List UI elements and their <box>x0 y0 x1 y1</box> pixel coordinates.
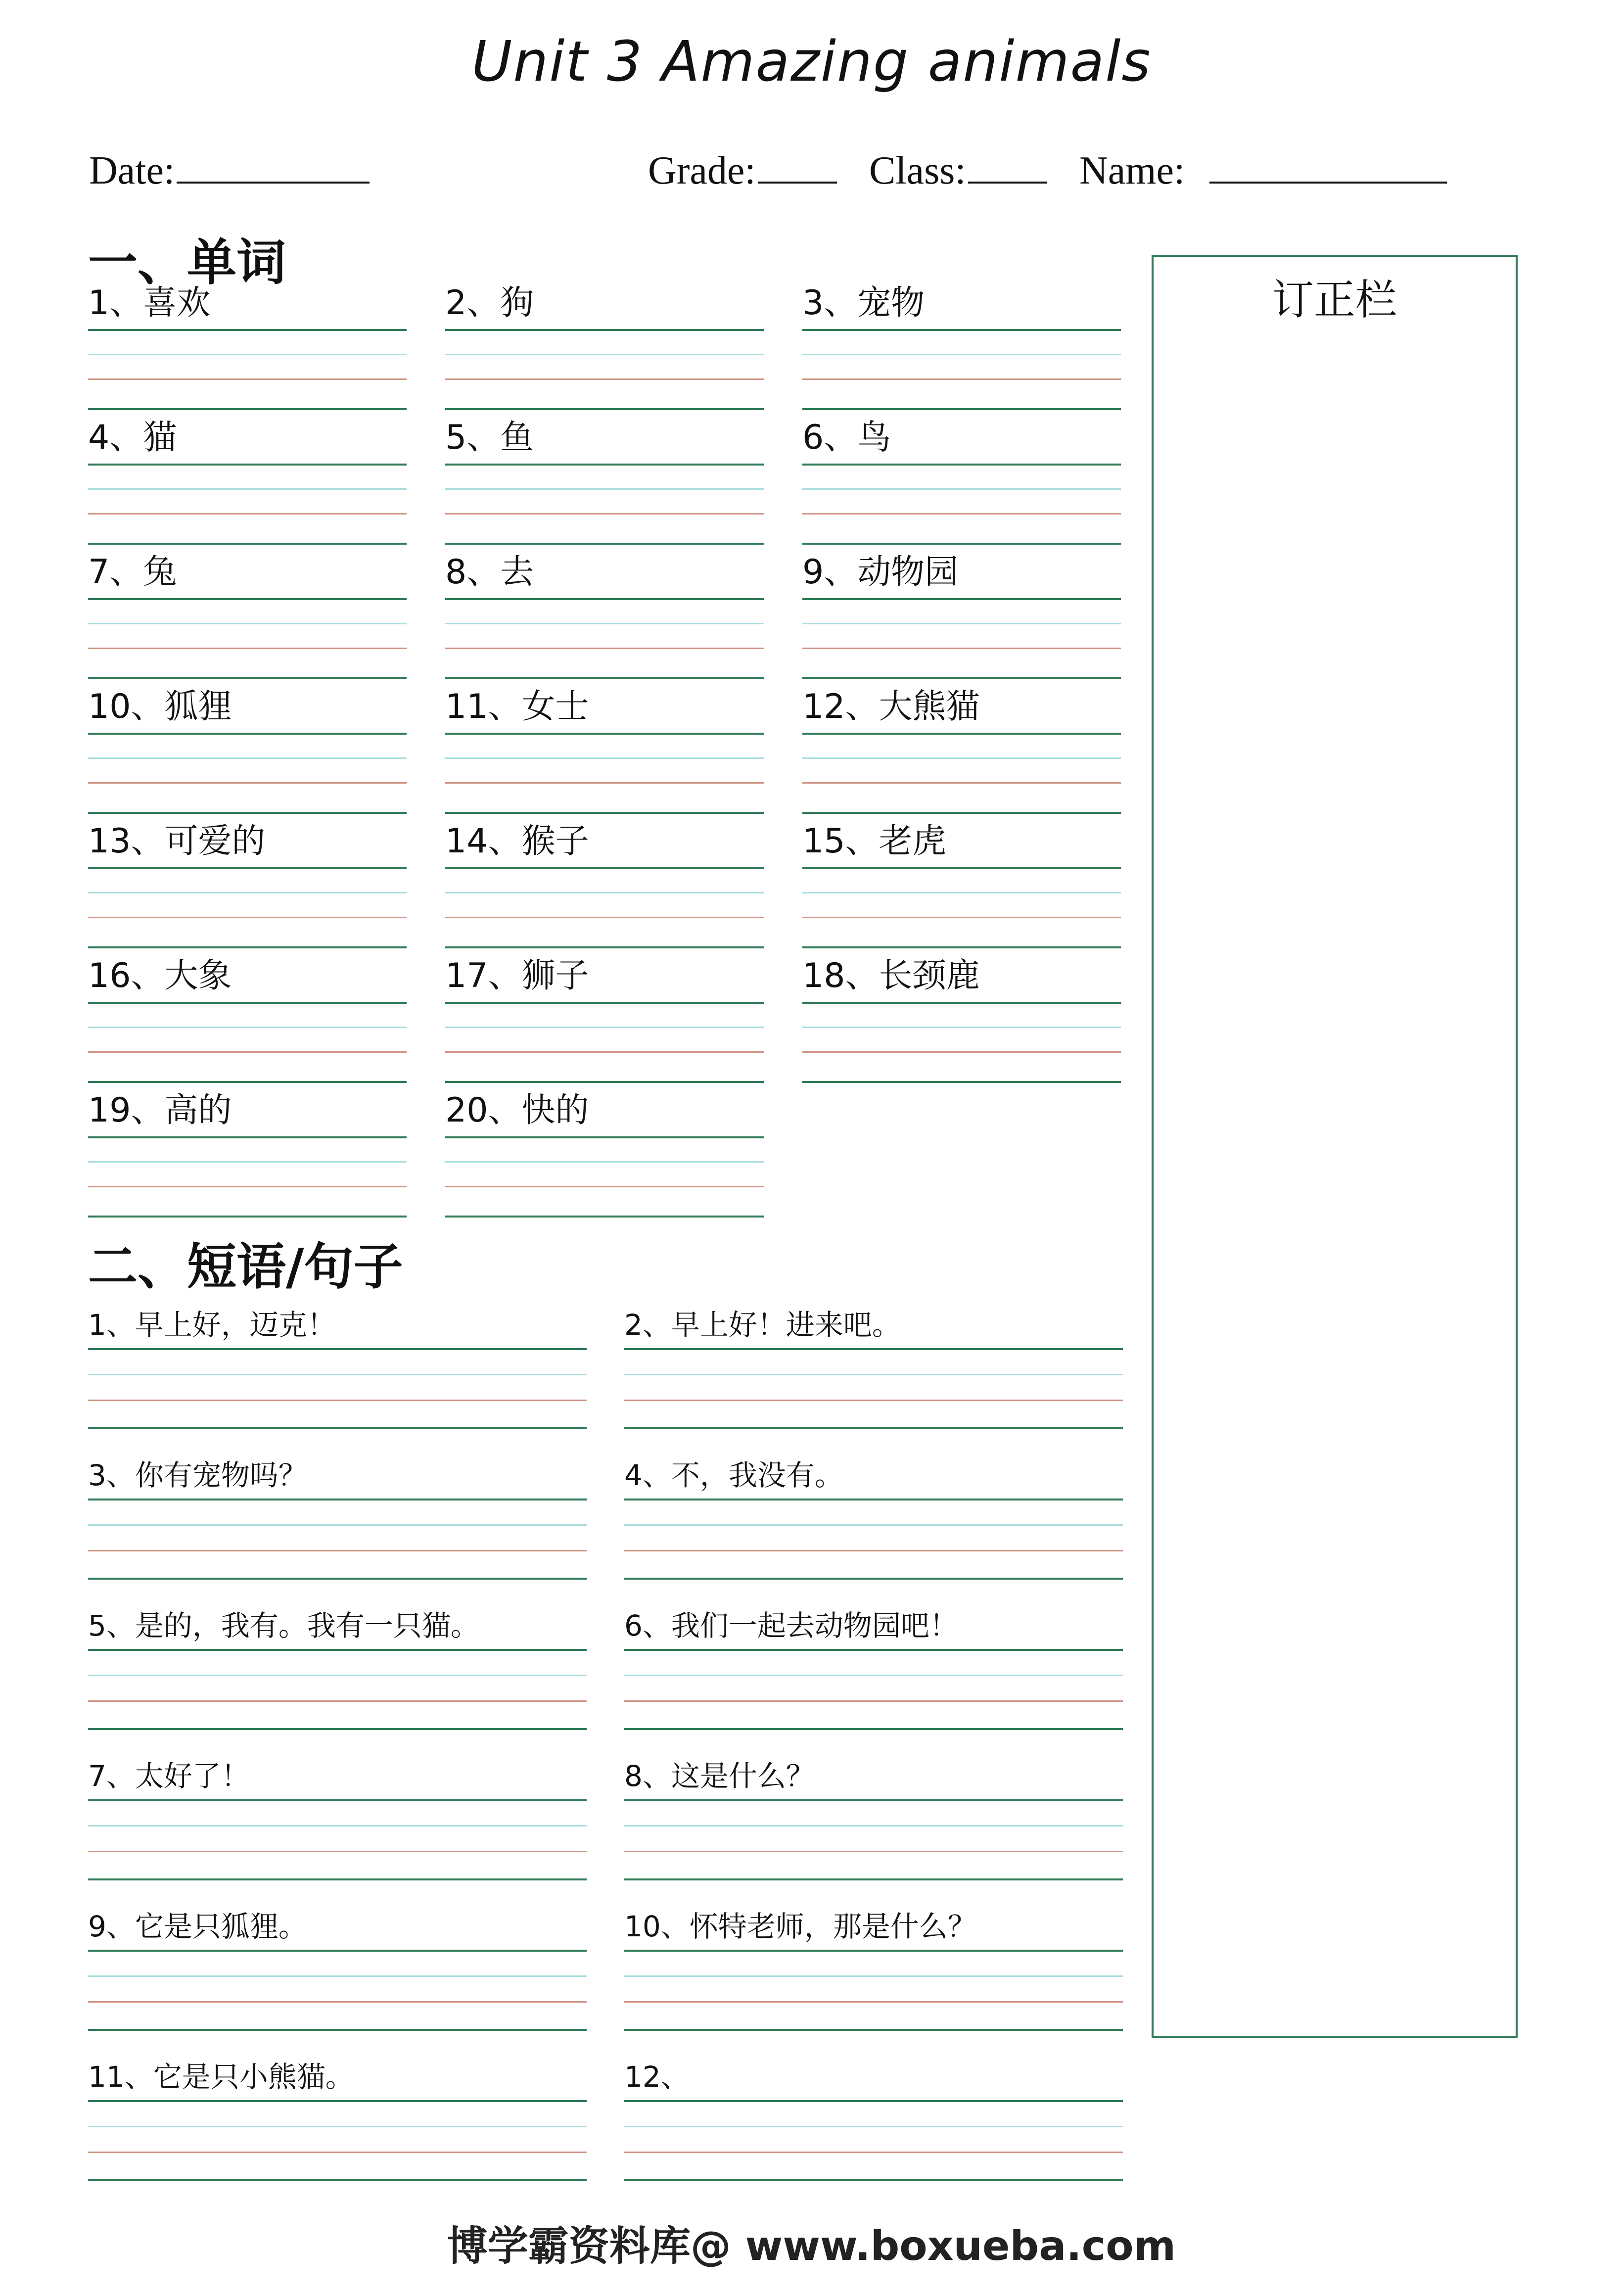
writing-mid-line-1[interactable] <box>88 488 407 490</box>
item-label: 20、快的 <box>445 1091 589 1130</box>
writing-top-line[interactable] <box>88 598 407 600</box>
item-label: 16、大象 <box>88 956 232 995</box>
item-label: 3、你有宠物吗？ <box>88 1458 307 1492</box>
writing-mid-line-2[interactable] <box>624 2001 1123 2003</box>
writing-item <box>445 1091 764 1245</box>
writing-base-line[interactable] <box>88 1578 587 1580</box>
writing-mid-line-2[interactable] <box>88 1851 587 1852</box>
writing-mid-line-1[interactable] <box>445 757 764 759</box>
writing-base-line[interactable] <box>624 2029 1123 2031</box>
item-label: 5、鱼 <box>445 418 534 457</box>
writing-mid-line-2[interactable] <box>445 782 764 784</box>
item-label: 11、女士 <box>445 687 589 726</box>
writing-top-line[interactable] <box>88 329 407 331</box>
item-label: 17、狮子 <box>445 956 589 995</box>
writing-top-line[interactable] <box>624 1799 1123 1801</box>
writing-mid-line-2[interactable] <box>445 378 764 380</box>
date-field <box>89 148 370 193</box>
writing-mid-line-1[interactable] <box>445 1161 764 1163</box>
writing-mid-line-2[interactable] <box>802 917 1121 918</box>
writing-mid-line-2[interactable] <box>88 917 407 918</box>
grade-label: Grade: <box>648 149 756 192</box>
writing-top-line[interactable] <box>445 867 764 869</box>
worksheet-title: Unit 3 Amazing animals <box>471 30 1152 94</box>
writing-mid-line-1[interactable] <box>88 2126 587 2127</box>
writing-item <box>88 2061 587 2209</box>
writing-mid-line-1[interactable] <box>445 623 764 624</box>
item-label: 8、这是什么？ <box>624 1759 815 1793</box>
writing-mid-line-1[interactable] <box>88 1675 587 1676</box>
item-label: 6、我们一起去动物园吧！ <box>624 1609 958 1642</box>
writing-item <box>88 1309 587 1457</box>
writing-top-line[interactable] <box>624 1348 1123 1350</box>
writing-mid-line-2[interactable] <box>445 917 764 918</box>
writing-base-line[interactable] <box>445 677 764 679</box>
writing-mid-line-2[interactable] <box>88 378 407 380</box>
writing-mid-line-2[interactable] <box>445 648 764 649</box>
writing-item <box>624 1459 1123 1607</box>
writing-mid-line-2[interactable] <box>802 782 1121 784</box>
item-label: 13、可爱的 <box>88 822 266 861</box>
writing-mid-line-2[interactable] <box>88 648 407 649</box>
writing-mid-line-1[interactable] <box>445 354 764 355</box>
section2-heading: 二、短语/句子 <box>88 1238 403 1296</box>
writing-base-line[interactable] <box>802 812 1121 814</box>
writing-top-line[interactable] <box>88 1799 587 1801</box>
writing-base-line[interactable] <box>802 1081 1121 1083</box>
class-blank <box>968 152 1047 184</box>
writing-mid-line-1[interactable] <box>88 892 407 893</box>
item-label: 10、狐狸 <box>88 687 232 726</box>
name-blank <box>1209 152 1447 184</box>
writing-base-line[interactable] <box>88 1216 407 1218</box>
writing-base-line[interactable] <box>802 946 1121 948</box>
writing-base-line[interactable] <box>445 812 764 814</box>
writing-item <box>88 1091 407 1245</box>
writing-top-line[interactable] <box>802 867 1121 869</box>
writing-base-line[interactable] <box>445 543 764 545</box>
item-label: 7、太好了！ <box>88 1759 250 1793</box>
class-field <box>869 148 1047 193</box>
writing-top-line[interactable] <box>88 1002 407 1004</box>
writing-item <box>88 1760 587 1908</box>
writing-mid-line-1[interactable] <box>88 1825 587 1827</box>
writing-mid-line-2[interactable] <box>802 378 1121 380</box>
grade-field <box>648 148 837 193</box>
writing-base-line[interactable] <box>88 1427 587 1429</box>
item-label: 2、早上好！进来吧。 <box>624 1308 901 1342</box>
writing-mid-line-1[interactable] <box>802 488 1121 490</box>
writing-mid-line-1[interactable] <box>802 757 1121 759</box>
correction-title: 订正栏 <box>1272 276 1397 324</box>
writing-top-line[interactable] <box>445 1002 764 1004</box>
writing-mid-line-2[interactable] <box>624 1700 1123 1702</box>
writing-base-line[interactable] <box>88 2179 587 2181</box>
writing-mid-line-1[interactable] <box>624 1675 1123 1676</box>
class-label: Class: <box>869 149 966 192</box>
writing-mid-line-2[interactable] <box>445 1051 764 1053</box>
writing-top-line[interactable] <box>88 867 407 869</box>
writing-base-line[interactable] <box>802 677 1121 679</box>
writing-mid-line-2[interactable] <box>88 513 407 515</box>
writing-mid-line-2[interactable] <box>445 513 764 515</box>
writing-item <box>88 1459 587 1607</box>
writing-mid-line-2[interactable] <box>624 1400 1123 1401</box>
writing-item <box>624 1609 1123 1758</box>
name-label: Name: <box>1079 149 1185 192</box>
writing-base-line[interactable] <box>802 543 1121 545</box>
writing-top-line[interactable] <box>802 733 1121 735</box>
writing-mid-line-1[interactable] <box>624 1524 1123 1526</box>
writing-mid-line-1[interactable] <box>88 623 407 624</box>
writing-base-line[interactable] <box>624 2179 1123 2181</box>
writing-mid-line-2[interactable] <box>88 1700 587 1702</box>
writing-item <box>624 1760 1123 1908</box>
writing-mid-line-1[interactable] <box>802 623 1121 624</box>
item-label: 14、猴子 <box>445 822 589 861</box>
writing-top-line[interactable] <box>624 1950 1123 1952</box>
writing-item <box>624 1910 1123 2059</box>
writing-mid-line-2[interactable] <box>88 2001 587 2003</box>
writing-mid-line-1[interactable] <box>802 1027 1121 1028</box>
writing-base-line[interactable] <box>88 946 407 948</box>
writing-item <box>624 2061 1123 2209</box>
writing-base-line[interactable] <box>624 1578 1123 1580</box>
footer-watermark: 博学霸资料库@ www.boxueba.com <box>447 2223 1176 2270</box>
item-label: 15、老虎 <box>802 822 946 861</box>
writing-mid-line-1[interactable] <box>88 1524 587 1526</box>
writing-top-line[interactable] <box>88 1348 587 1350</box>
writing-item <box>802 956 1121 1111</box>
grade-blank <box>758 152 837 184</box>
writing-base-line[interactable] <box>624 1728 1123 1730</box>
item-label: 5、是的，我有。我有一只猫。 <box>88 1609 479 1642</box>
date-blank <box>177 152 370 184</box>
item-label: 19、高的 <box>88 1091 232 1130</box>
writing-mid-line-1[interactable] <box>445 892 764 893</box>
writing-mid-line-1[interactable] <box>624 1825 1123 1827</box>
writing-base-line[interactable] <box>88 812 407 814</box>
writing-top-line[interactable] <box>88 1950 587 1952</box>
writing-mid-line-1[interactable] <box>624 2126 1123 2127</box>
writing-mid-line-1[interactable] <box>88 1374 587 1375</box>
writing-item <box>88 1609 587 1758</box>
writing-base-line[interactable] <box>624 1427 1123 1429</box>
writing-mid-line-2[interactable] <box>445 1186 764 1187</box>
writing-item <box>88 1910 587 2059</box>
item-label: 11、它是只小熊猫。 <box>88 2060 354 2094</box>
writing-mid-line-2[interactable] <box>624 1851 1123 1852</box>
item-label: 12、 <box>624 2060 690 2094</box>
writing-top-line[interactable] <box>802 1002 1121 1004</box>
writing-top-line[interactable] <box>88 464 407 466</box>
writing-mid-line-1[interactable] <box>88 1975 587 1977</box>
writing-mid-line-1[interactable] <box>802 892 1121 893</box>
writing-mid-line-2[interactable] <box>88 1186 407 1187</box>
writing-base-line[interactable] <box>88 408 407 410</box>
writing-mid-line-1[interactable] <box>88 757 407 759</box>
item-label: 1、早上好，迈克！ <box>88 1308 336 1342</box>
writing-base-line[interactable] <box>88 1728 587 1730</box>
writing-top-line[interactable] <box>88 1136 407 1138</box>
writing-top-line[interactable] <box>445 598 764 600</box>
writing-mid-line-2[interactable] <box>802 513 1121 515</box>
writing-top-line[interactable] <box>802 329 1121 331</box>
writing-mid-line-2[interactable] <box>88 1550 587 1551</box>
writing-base-line[interactable] <box>88 677 407 679</box>
writing-mid-line-2[interactable] <box>802 1051 1121 1053</box>
writing-top-line[interactable] <box>88 1649 587 1651</box>
writing-mid-line-2[interactable] <box>88 782 407 784</box>
item-label: 9、它是只狐狸。 <box>88 1910 307 1943</box>
writing-base-line[interactable] <box>624 1878 1123 1880</box>
writing-mid-line-1[interactable] <box>624 1374 1123 1375</box>
writing-mid-line-2[interactable] <box>88 1400 587 1401</box>
writing-mid-line-1[interactable] <box>802 354 1121 355</box>
writing-base-line[interactable] <box>88 1878 587 1880</box>
section1-heading: 一、单词 <box>88 234 286 291</box>
writing-base-line[interactable] <box>88 1081 407 1083</box>
writing-mid-line-2[interactable] <box>88 2152 587 2153</box>
item-label: 18、长颈鹿 <box>802 956 980 995</box>
writing-top-line[interactable] <box>624 2100 1123 2102</box>
writing-base-line[interactable] <box>445 408 764 410</box>
writing-mid-line-1[interactable] <box>88 354 407 355</box>
item-label: 4、猫 <box>88 418 177 457</box>
writing-mid-line-2[interactable] <box>802 648 1121 649</box>
item-label: 12、大熊猫 <box>802 687 980 726</box>
writing-base-line[interactable] <box>445 946 764 948</box>
item-label: 3、宠物 <box>802 283 925 323</box>
writing-top-line[interactable] <box>445 329 764 331</box>
writing-top-line[interactable] <box>624 1499 1123 1500</box>
item-label: 9、动物园 <box>802 553 959 592</box>
item-label: 1、喜欢 <box>88 283 211 323</box>
item-label: 4、不，我没有。 <box>624 1458 843 1492</box>
writing-top-line[interactable] <box>624 1649 1123 1651</box>
item-label: 6、鸟 <box>802 418 891 457</box>
writing-base-line[interactable] <box>802 408 1121 410</box>
writing-mid-line-1[interactable] <box>88 1027 407 1028</box>
writing-top-line[interactable] <box>88 2100 587 2102</box>
correction-box <box>1152 255 1518 2038</box>
writing-mid-line-2[interactable] <box>88 1051 407 1053</box>
item-label: 8、去 <box>445 553 534 592</box>
writing-top-line[interactable] <box>445 733 764 735</box>
writing-top-line[interactable] <box>802 464 1121 466</box>
writing-top-line[interactable] <box>88 733 407 735</box>
writing-mid-line-1[interactable] <box>624 1975 1123 1977</box>
item-label: 7、兔 <box>88 553 177 592</box>
writing-mid-line-1[interactable] <box>88 1161 407 1163</box>
item-label: 10、怀特老师，那是什么？ <box>624 1910 976 1943</box>
date-label: Date: <box>89 149 175 192</box>
item-label: 2、狗 <box>445 283 534 323</box>
writing-top-line[interactable] <box>88 1499 587 1500</box>
writing-mid-line-2[interactable] <box>624 2152 1123 2153</box>
writing-top-line[interactable] <box>445 1136 764 1138</box>
writing-mid-line-1[interactable] <box>445 1027 764 1028</box>
writing-top-line[interactable] <box>445 464 764 466</box>
writing-item <box>624 1309 1123 1457</box>
writing-top-line[interactable] <box>802 598 1121 600</box>
name-field <box>1079 148 1447 193</box>
writing-base-line[interactable] <box>88 2029 587 2031</box>
writing-base-line[interactable] <box>445 1081 764 1083</box>
writing-base-line[interactable] <box>445 1216 764 1218</box>
writing-mid-line-1[interactable] <box>445 488 764 490</box>
writing-base-line[interactable] <box>88 543 407 545</box>
writing-mid-line-2[interactable] <box>624 1550 1123 1551</box>
